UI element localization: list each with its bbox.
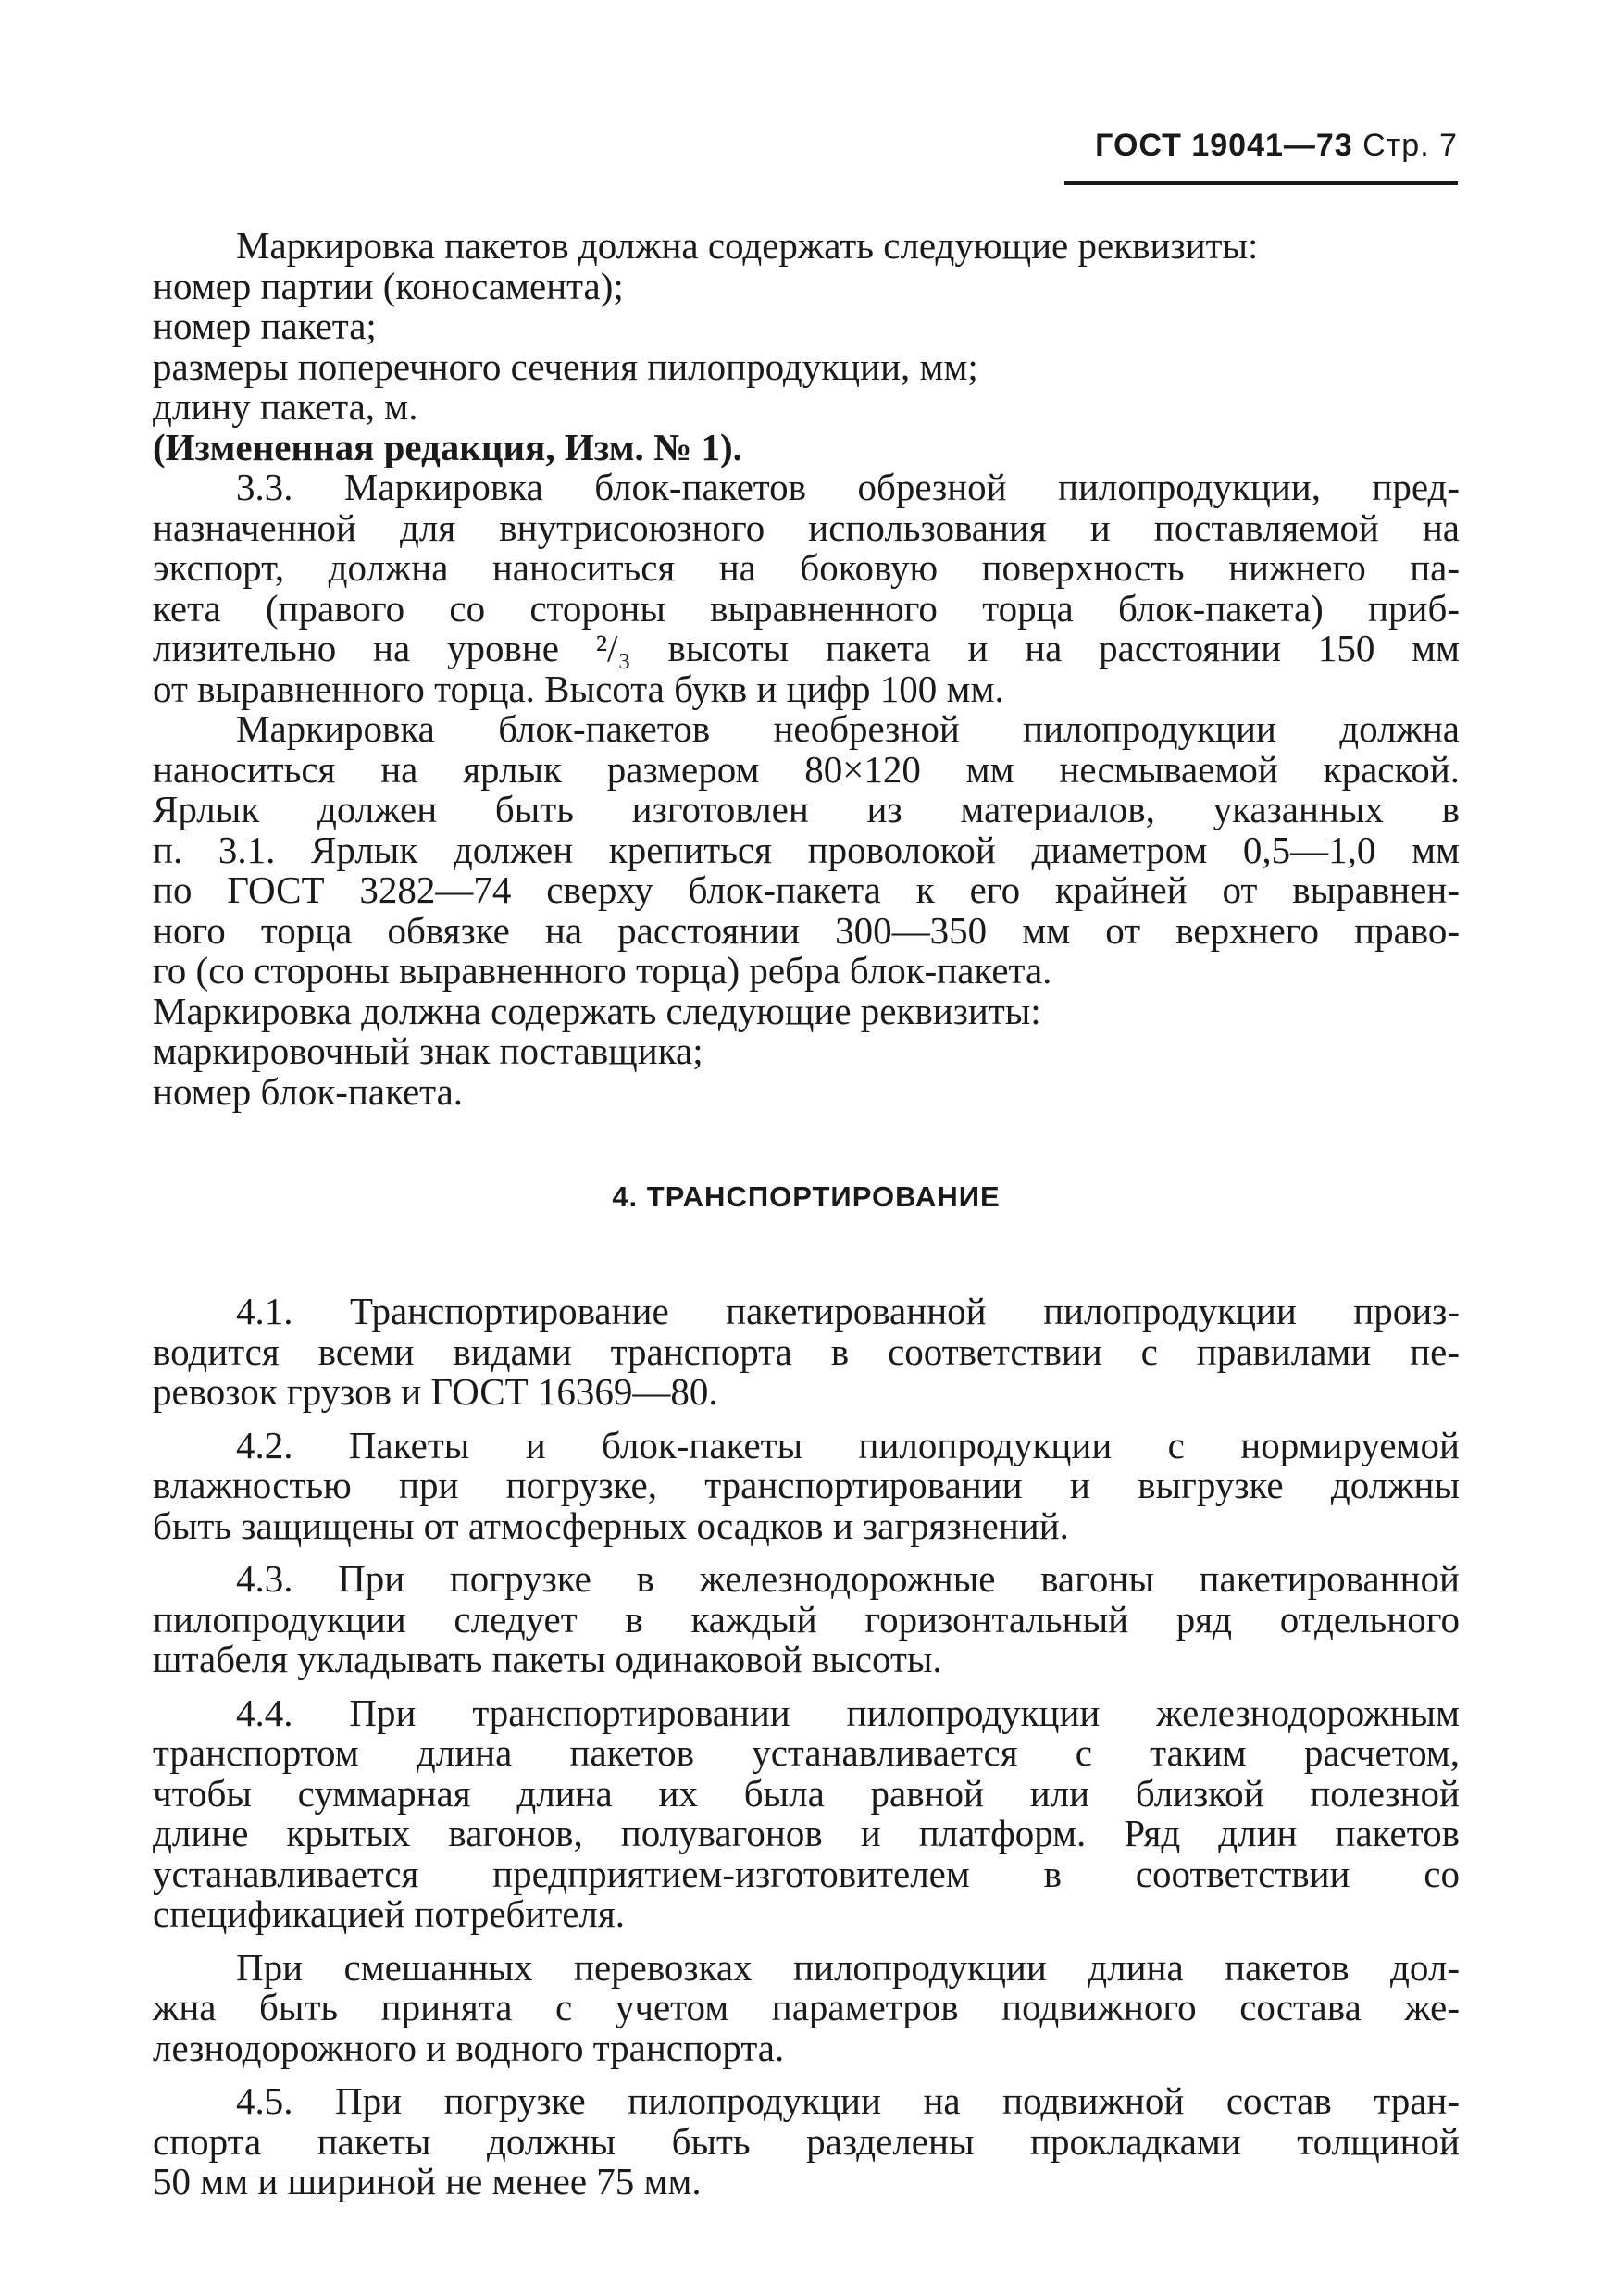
text-line: При смешанных перевозках пилопродукции длина пакетов дол- <box>236 1945 1460 1989</box>
text-line: длину пакета, м. <box>153 385 418 428</box>
text-line: наноситься на ярлык размером 80×120 мм несмываемой краской. <box>153 747 1460 791</box>
text-line: быть защищены от атмосферных осадков и загрязнений. <box>153 1504 1069 1547</box>
text-line: длине крытых вагонов, полувагонов и платформ. Ряд длин пакетов <box>153 1812 1460 1854</box>
standard-code: ГОСТ 19041—73 <box>1095 128 1353 163</box>
text-line: транспортом длина пакетов устанавливается с таким расчетом, <box>153 1731 1460 1774</box>
text-line: 4.1. Транспортирование пакетированной пилопродукции произ- <box>236 1290 1460 1332</box>
text-line: от выравненного торца. Высота букв и цифр 100 мм. <box>153 667 1004 710</box>
text-line: лизительно на уровне ²/₃ высоты пакета и на расстоянии 150 мм <box>153 627 1460 669</box>
text-line: ревозок грузов и ГОСТ 16369—80. <box>153 1370 718 1413</box>
text-line: спецификацией потребителя. <box>153 1892 625 1935</box>
text-line: спорта пакеты должны быть разделены прокладками толщиной <box>153 2119 1460 2163</box>
text-line: штабеля укладывать пакеты одинаковой высоты. <box>153 1638 942 1680</box>
text-line: Ярлык должен быть изготовлен из материалов, указанных в <box>153 788 1460 830</box>
text-line: Маркировка блок-пакетов необрезной пилопродукции должна <box>236 707 1460 750</box>
text-line: Маркировка должна содержать следующие реквизиты: <box>153 989 1041 1032</box>
page-number: Стр. 7 <box>1362 128 1458 163</box>
section-title: 4. ТРАНСПОРТИРОВАНИЕ <box>612 1180 1001 1213</box>
text-line: назначенной для внутрисоюзного использования и поставляемой на <box>153 505 1460 549</box>
text-line: номер партии (коносамента); <box>153 264 624 307</box>
transport-section-text <box>153 1292 1460 2202</box>
text-line: ного торца обвязке на расстоянии 300—350 мм от верхнего право- <box>153 908 1460 952</box>
text-line: 4.3. При погрузке в железнодорожные вагоны пакетированной <box>236 1557 1460 1600</box>
text-line: 3.3. Маркировка блок-пакетов обрезной пилопродукции, пред- <box>236 466 1460 508</box>
text-line: устанавливается предприятием-изготовителем в соответствии со <box>153 1852 1460 1895</box>
text-line: чтобы суммарная длина их была равной или близкой полезной <box>153 1771 1460 1815</box>
marking-section-text <box>153 226 1460 1112</box>
text-line: маркировочный знак поставщика; <box>153 1029 703 1072</box>
text-line: кета (правого со стороны выравненного торца блок-пакета) приб- <box>153 586 1460 630</box>
text-line: по ГОСТ 3282—74 сверху блок-пакета к его крайней от выравнен- <box>153 868 1460 911</box>
text-line: п. 3.1. Ярлык должен крепиться проволокой диаметром 0,5—1,0 мм <box>153 828 1460 871</box>
text-line: номер блок-пакета. <box>153 1069 464 1113</box>
page-header <box>1064 128 1458 164</box>
text-line: водится всеми видами транспорта в соответствии с правилами пе- <box>153 1329 1460 1373</box>
text-line: 4.2. Пакеты и блок-пакеты пилопродукции с нормируемой <box>236 1423 1460 1466</box>
text-line: жна быть принята с учетом параметров подвижного состава же- <box>153 1986 1460 2028</box>
text-line: Маркировка пакетов должна содержать следующие реквизиты: <box>236 224 1259 267</box>
text-line: лезнодорожного и водного транспорта. <box>153 2026 785 2069</box>
text-line: номер пакета; <box>153 305 377 347</box>
text-line: размеры поперечного сечения пилопродукции, мм; <box>153 344 978 388</box>
text-line: экспорт, должна наноситься на боковую поверхность нижнего па- <box>153 546 1460 589</box>
text-line: влажностью при погрузке, транспортировании и выгрузке должны <box>153 1464 1460 1506</box>
text-line: пилопродукции следует в каждый горизонтальный ряд отдельного <box>153 1597 1460 1641</box>
amendment-note: (Измененная редакция, Изм. № 1). <box>153 425 742 468</box>
text-line: го (со стороны выравненного торца) ребра блок-пакета. <box>153 949 1052 992</box>
header-rule <box>1064 181 1458 185</box>
text-line: 4.4. При транспортировании пилопродукции железнодорожным <box>236 1691 1460 1734</box>
text-line: 4.5. При погрузке пилопродукции на подвижной состав тран- <box>236 2079 1460 2122</box>
text-line: 50 мм и шириной не менее 75 мм. <box>153 2160 702 2202</box>
